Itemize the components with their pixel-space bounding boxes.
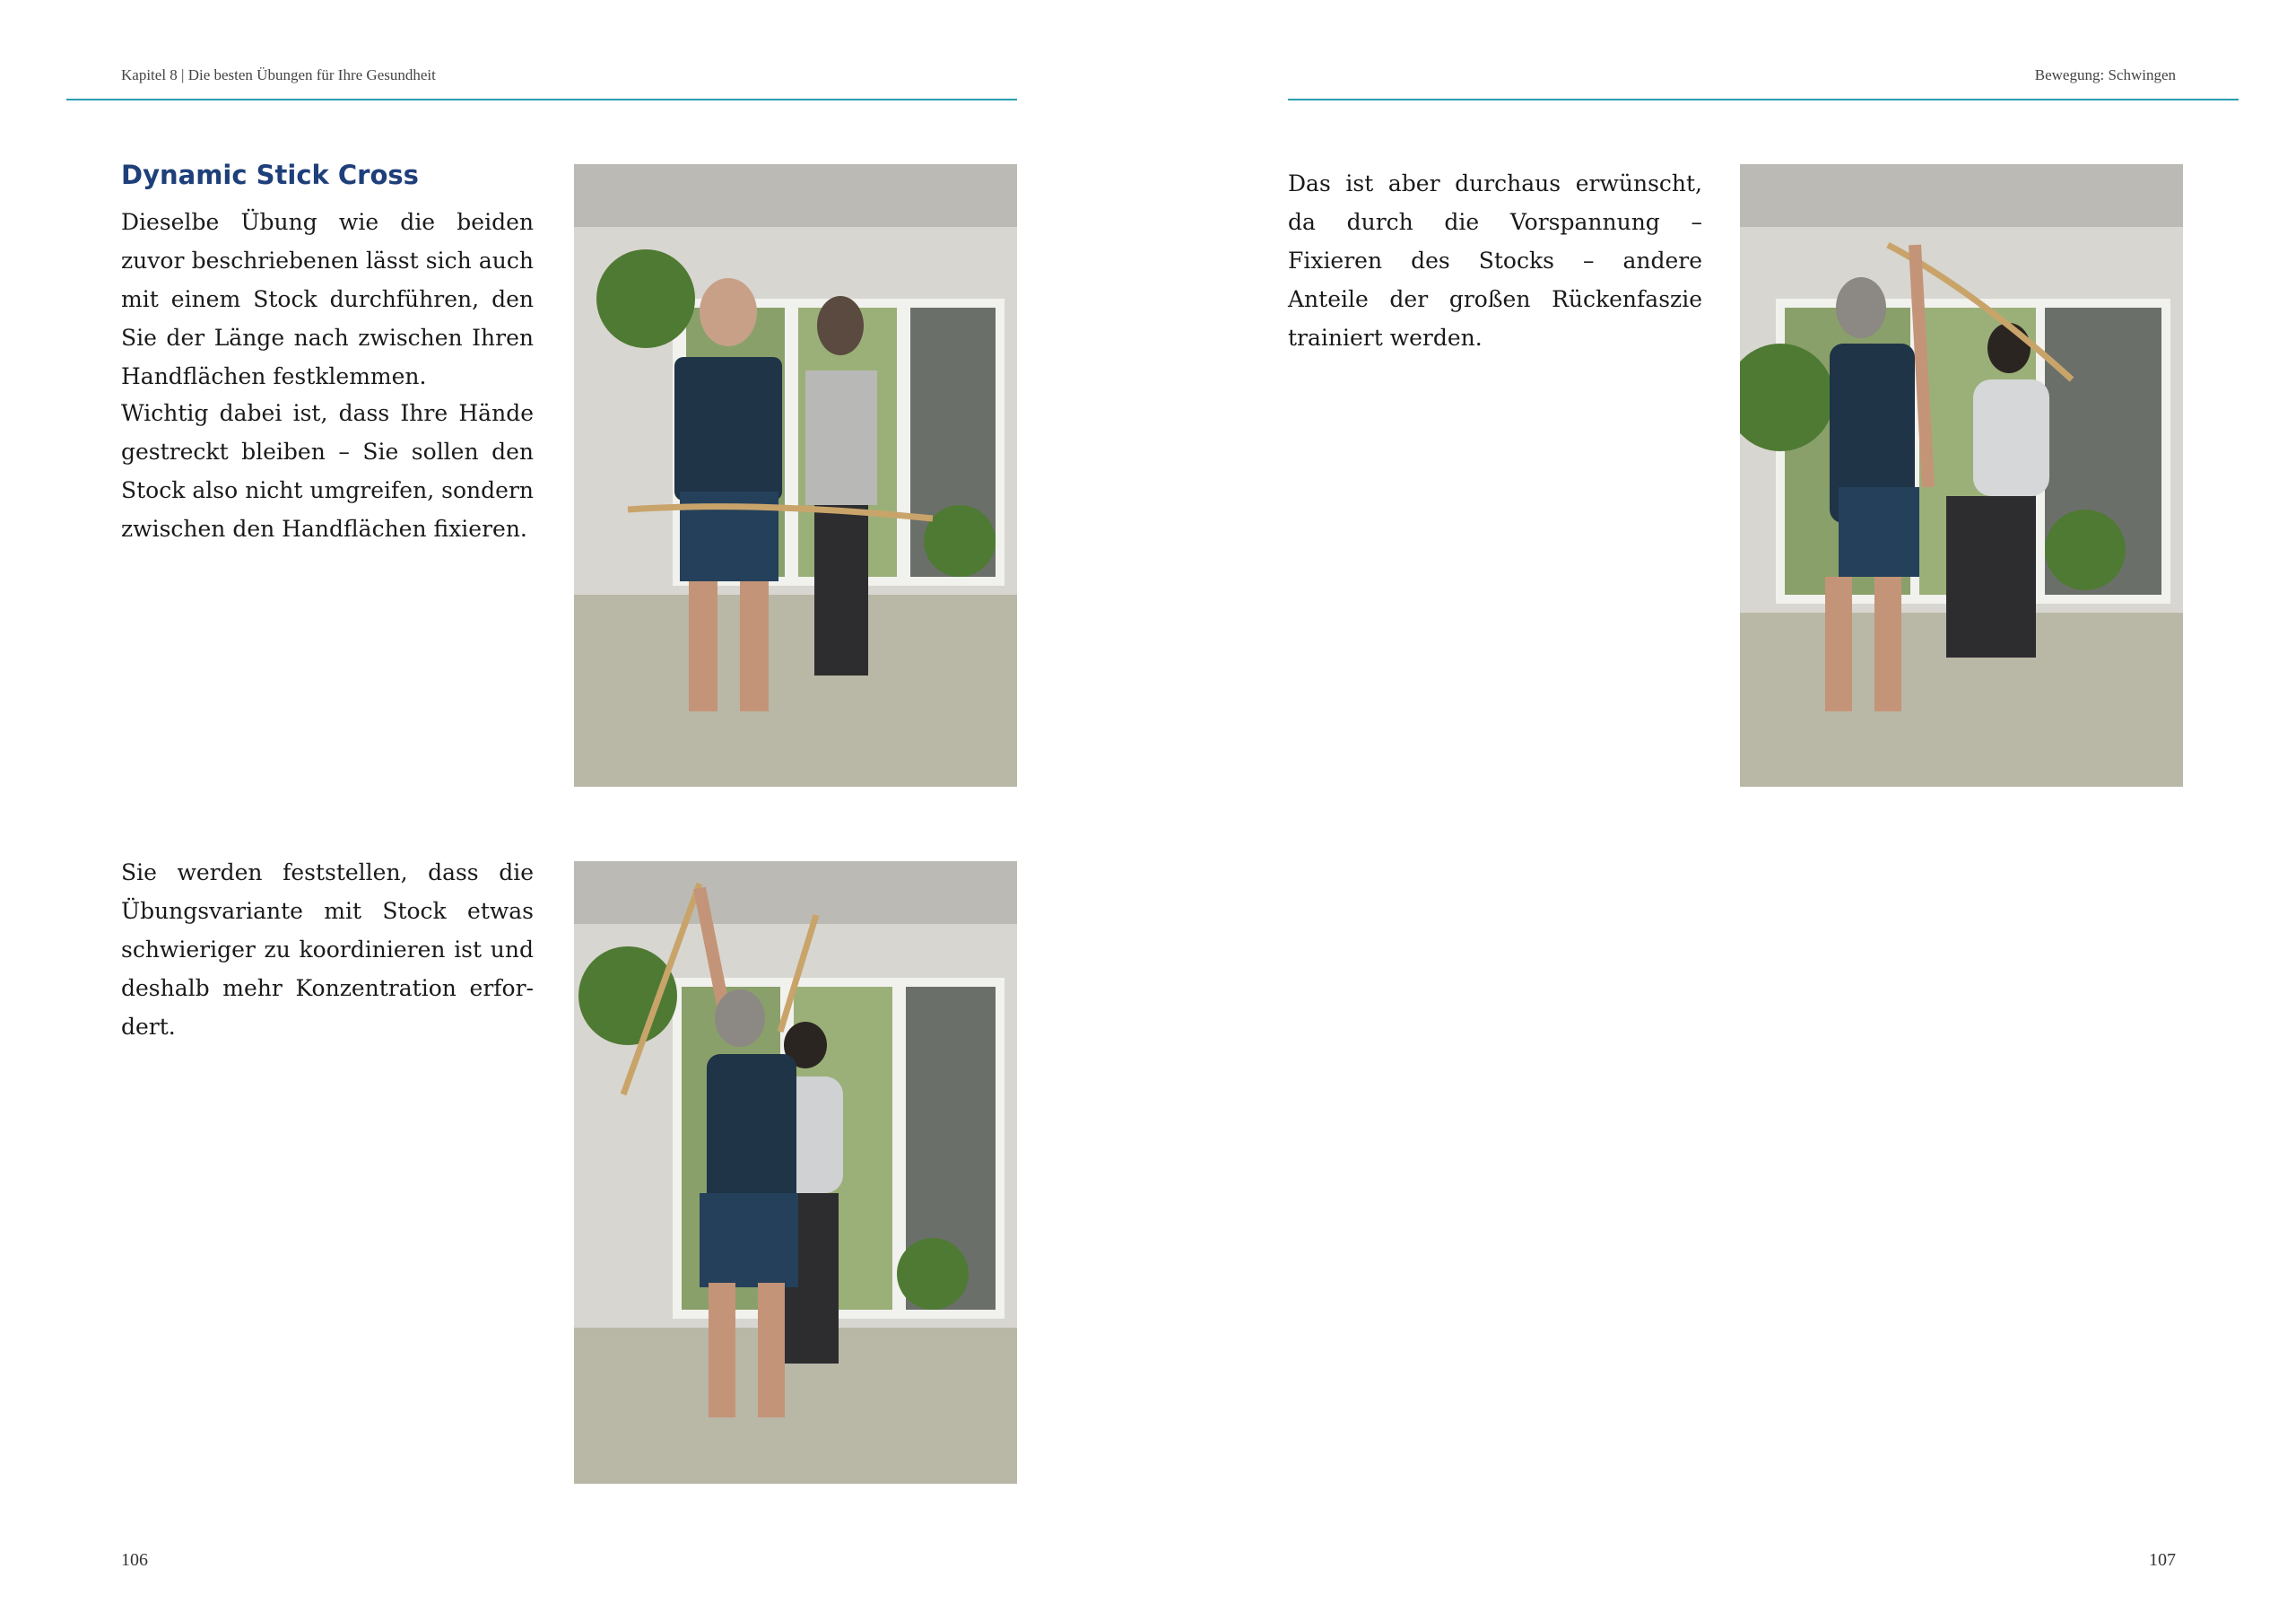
exercise-photo-raise: [1740, 164, 2183, 787]
page-number-left: 106: [121, 1550, 148, 1570]
paragraph-fascia: Das ist aber durchaus erwünscht, da durch die Vorspannung – Fixieren des Stocks – andere Anteile der großen Rückenfaszie trainiert werden.: [1288, 170, 1702, 351]
running-header-left: Kapitel 8 | Die besten Übungen für Ihre Gesundheit: [121, 66, 436, 83]
header-rule-left: [66, 99, 1017, 100]
paragraph-hands: Wichtig dabei ist, dass Ihre Hände gestreckt bleiben – Sie sollen den Stock also nicht umgreifen, sondern zwischen den Handflächen fixieren.: [121, 400, 534, 542]
exercise-photo-start: [574, 164, 1017, 787]
paragraph-difficulty: Sie werden feststellen, dass die Übungsvariante mit Stock etwas schwieriger zu koordinieren ist und deshalb mehr Konzentration erfordert.: [121, 859, 534, 1040]
exercise-photo-overhead: [574, 861, 1017, 1484]
page-number-right: 107: [2149, 1550, 2176, 1570]
header-rule-right: [1288, 99, 2239, 100]
exercise-heading: Dynamic Stick Cross: [121, 160, 419, 190]
running-header-right: Bewegung: Schwingen: [2034, 66, 2176, 83]
paragraph-intro: Dieselbe Übung wie die beiden zuvor beschriebenen lässt sich auch mit einem Stock durchführen, den Sie der Länge nach zwischen Ihren Handflächen festklemmen.: [121, 209, 534, 389]
